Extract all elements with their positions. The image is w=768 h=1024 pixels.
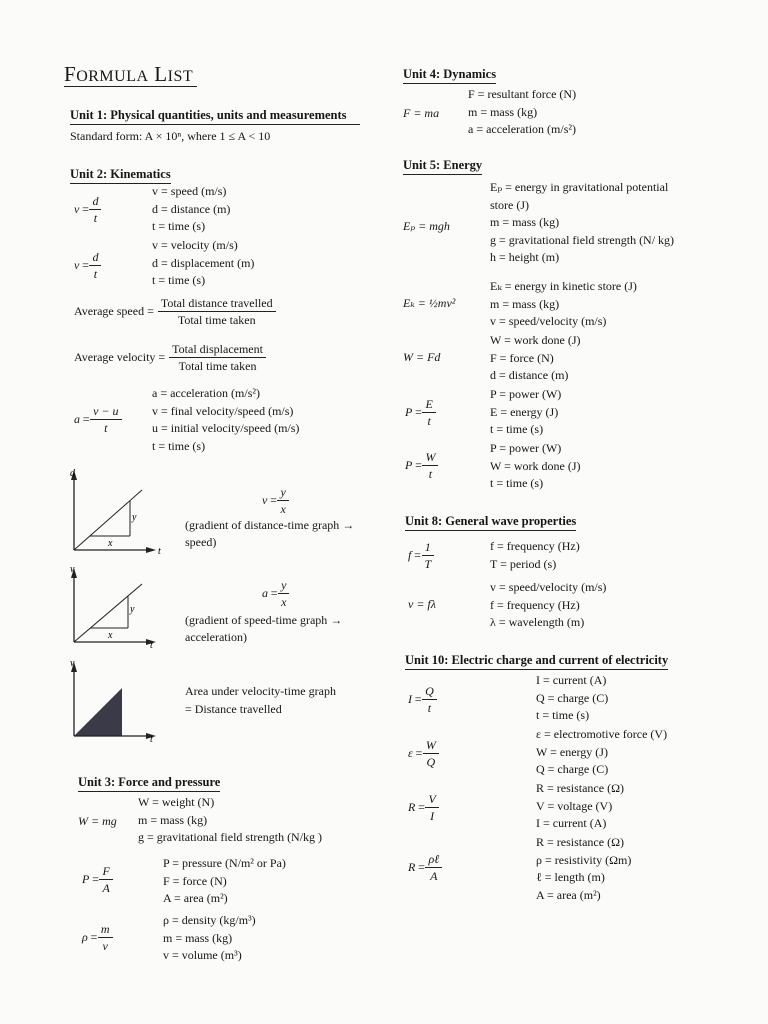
density-formula: ρ = $\frac{m}{v}$ [82,922,113,953]
ke-variables: Eₖ = energy in kinetic store (J) m = mass (kg) v = speed/velocity (m/s) [490,279,637,328]
gradient-v-formula: v = $\frac{y}{x}$ [262,485,289,516]
weight-variables: W = weight (N) m = mass (kg) g = gravitational field strength (N/kg ) [138,795,323,844]
velocity-variables: v = velocity (m/s) d = displacement (m) t = time (s) [152,238,255,287]
gpe-variables: Eₚ = energy in gravitational potential store (J) m = mass (kg) g = gravitational field strength (N/ kg) h = height (m) [490,180,675,264]
wave-variables: v = speed/velocity (m/s) f = frequency (Hz) λ = wavelength (m) [490,580,607,629]
unit10-heading: Unit 10: Electric charge and current of electricity [405,653,668,670]
velocity-formula: v = $\frac{d}{t}$ [74,250,101,281]
resistance-variables: R = resistance (Ω) V = voltage (V) I = current (A) [536,781,624,830]
graph2-description: (gradient of speed-time graph → acceleration) [185,613,343,644]
average-velocity-formula: Average velocity = $\frac{\text{Total displacement}}{\text{Total time taken}}$ [74,342,266,373]
page-title: FORMULA LIST [64,62,194,86]
axis-label-t: t [150,640,153,651]
unit4-heading: Unit 4: Dynamics [403,67,496,84]
graph-y-label: y [130,604,135,615]
dynamics-variables: F = resultant force (N) m = mass (kg) a = acceleration (m/s²) [468,87,577,136]
speed-time-graph [60,560,170,660]
gradient-a-formula: a = $\frac{y}{x}$ [262,578,289,609]
frequency-formula: f = $\frac{1}{T}$ [408,540,434,571]
axis-label-v: v [70,658,75,669]
current-variables: I = current (A) Q = charge (C) t = time (s) [536,673,609,722]
wave-formula: v = fλ [408,597,436,611]
resistivity-variables: R = resistance (Ω) ρ = resistivity (Ωm) ℓ = length (m) A = area (m²) [536,835,632,902]
unit2-heading: Unit 2: Kinematics [70,167,171,184]
unit3-heading: Unit 3: Force and pressure [78,775,220,792]
ke-formula: Eₖ = ½mv² [403,296,456,310]
acceleration-variables: a = acceleration (m/s²) v = final velocity/speed (m/s) u = initial velocity/speed (m/s) t = time (s) [152,386,300,453]
axis-label-t: t [150,734,153,745]
current-formula: I = $\frac{Q}{t}$ [408,684,437,715]
work-formula: W = Fd [403,350,441,364]
pressure-variables: P = pressure (N/m² or Pa) F = force (N) A = area (m²) [163,856,286,905]
speed-formula: v = $\frac{d}{t}$ [74,194,101,225]
unit5-heading: Unit 5: Energy [403,158,482,175]
standard-form: Standard form: A × 10ⁿ, where 1 ≤ A < 10 [70,129,271,143]
graph-x-label: x [108,538,113,549]
unit1-heading: Unit 1: Physical quantities, units and measurements [70,108,360,125]
power-work-formula: P = $\frac{W}{t}$ [405,450,438,481]
acceleration-formula: a = $\frac{v - u}{t}$ [74,404,122,435]
power-work-variables: P = power (W) W = work done (J) t = time (s) [490,441,581,490]
speed-variables: v = speed (m/s) d = distance (m) t = time (s) [152,184,231,233]
unit8-heading: Unit 8: General wave properties [405,514,576,531]
work-variables: W = work done (J) F = force (N) d = distance (m) [490,333,581,382]
velocity-time-area-graph [60,654,170,750]
pressure-formula: P = $\frac{F}{A}$ [82,864,113,895]
title-underline [64,86,197,87]
average-speed-formula: Average speed = $\frac{\text{Total distance travelled}}{\text{Total time taken}}$ [74,296,276,327]
axis-label-v: v [70,564,75,575]
distance-time-graph [60,462,170,562]
frequency-variables: f = frequency (Hz) T = period (s) [490,539,580,571]
graph-y-label: y [132,512,137,523]
power-energy-formula: P = $\frac{E}{t}$ [405,397,436,428]
gpe-formula: Eₚ = mgh [403,219,450,233]
weight-formula: W = mg [78,814,117,828]
power-energy-variables: P = power (W) E = energy (J) t = time (s) [490,387,562,436]
axis-label-t: t [158,546,161,557]
emf-formula: ε = $\frac{W}{Q}$ [408,738,439,769]
graph1-description: (gradient of distance-time graph → speed) [185,518,355,549]
graph-x-label: x [108,630,113,641]
resistivity-formula: R = $\frac{\text{ρℓ}}{A}$ [408,852,442,883]
axis-label-d: d [70,468,75,479]
emf-variables: ε = electromotive force (V) W = energy (J) Q = charge (C) [536,727,668,776]
newton-formula: F = ma [403,106,440,120]
resistance-formula: R = $\frac{V}{I}$ [408,792,439,823]
graph3-description: Area under velocity-time graph = Distance travelled [185,684,336,716]
density-variables: ρ = density (kg/m³) m = mass (kg) v = volume (m³) [163,913,256,962]
